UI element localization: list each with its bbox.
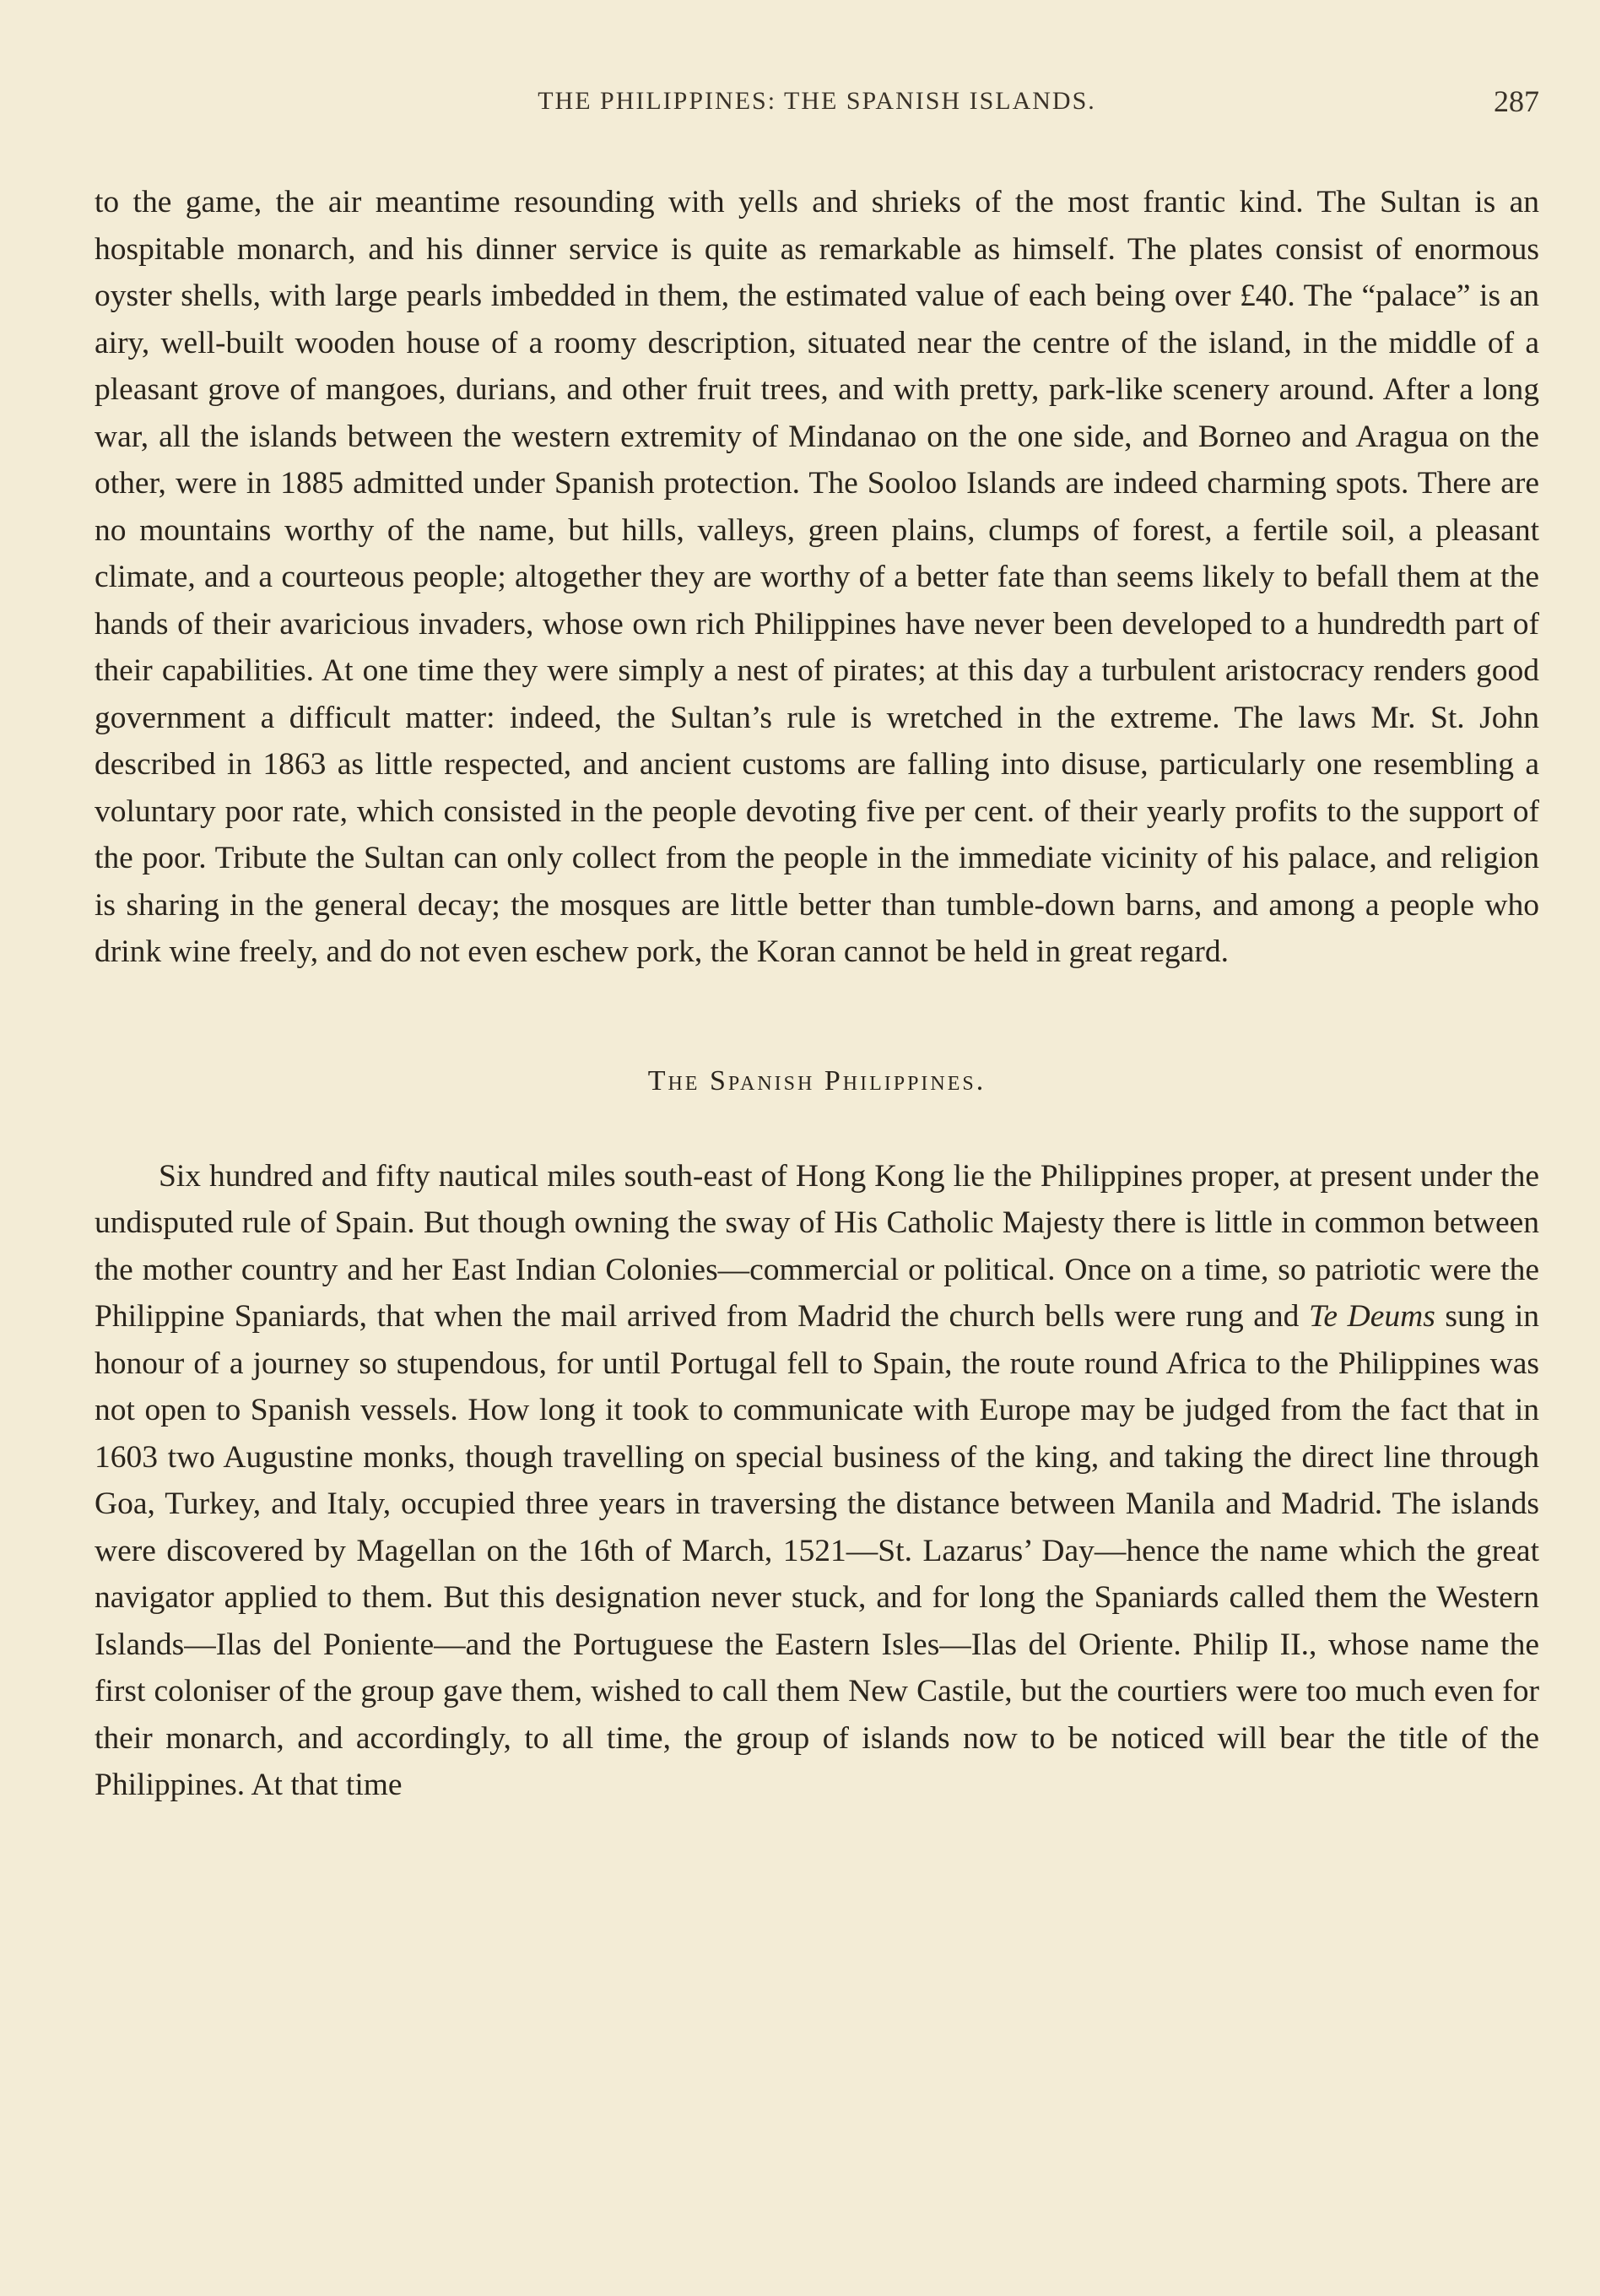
book-page [95,76,1539,1809]
section-heading: The Spanish Philippines. [647,1064,986,1097]
paragraph-spanish-philippines [95,1153,1539,1809]
running-head-title: THE PHILIPPINES: THE SPANISH ISLANDS. [538,87,1096,115]
paragraph-text-part2: sung in honour of a journey so stupendous, for until Portugal fell to Spain, the route round Africa to the Philippines was not open to Spanish vessels. How long it took to communicate with Europe may be judged from the fact that in 1603 two Augustine monks, though travelling on special business of the king, and taking the direct line through Goa, Turkey, and Italy, occupied three years in traversing the distance between Manila and Madrid. The islands were discovered by Magellan on the 16th of March, 1521—St. Lazarus’ Day—hence the name which the great navigator applied to them. But this designation never stuck, and for long the Spaniards called them the Western Islands—Ilas del Poniente—and the Portuguese the Eastern Isles—Ilas del Oriente. Philip II., whose name the first coloniser of the group gave them, wished to call them New Castile, but the courtiers were too much even for their monarch, and accordingly, to all time, the group of islands now to be noticed will bear the title of the Philippines. At that time [95,1299,1539,1802]
page-number: 287 [1494,84,1539,118]
running-head [95,76,1539,127]
paragraph-text-part1: Six hundred and fifty nautical miles south-east of Hong Kong lie the Philippines proper, at present under the undisputed rule of Spain. But though owning the sway of His Catholic Majesty there is little in common between the mother country and her East Indian Colonies—commercial or political. Once on a time, so patriotic were the Philippine Spaniards, that when the mail arrived from Madrid the church bells were rung and [95,1158,1539,1334]
page-body [95,179,1539,1809]
italic-phrase: Te Deums [1309,1299,1435,1334]
paragraph-continuation: to the game, the air meantime resounding with yells and shrieks of the most frantic kind. The Sultan is an hospitable monarch, and his dinner service is quite as remarkable as himself. The plates consist of enormous oyster shells, with large pearls imbedded in them, the estimated value of each being over £40. The “palace” is an airy, well-built wooden house of a roomy description, situated near the centre of the island, in the middle of a pleasant grove of mangoes, durians, and other fruit trees, and with pretty, park-like scenery around. After a long war, all the islands between the western extremity of Mindanao on the one side, and Borneo and Aragua on the other, were in 1885 admitted under Spanish protection. The Sooloo Islands are indeed charming spots. There are no mountains worthy of the name, but hills, valleys, green plains, clumps of forest, a fertile soil, a pleasant climate, and a courteous people; altogether they are worthy of a better fate than seems likely to befall them at the hands of their avaricious invaders, whose own rich Philippines have never been developed to a hundredth part of their capabilities. At one time they were simply a nest of pirates; at this day a turbulent aristocracy renders good government a difficult matter: indeed, the Sultan’s rule is wretched in the extreme. The laws Mr. St. John described in 1863 as little respected, and ancient customs are falling into disuse, particularly one resembling a voluntary poor rate, which consisted in the people devoting five per cent. of their yearly profits to the support of the poor. Tribute the Sultan can only collect from the people in the immediate vicinity of his palace, and religion is sharing in the general decay; the mosques are little better than tumble-down barns, and among a people who drink wine freely, and do not even eschew pork, the Koran cannot be held in great regard. [95,185,1539,969]
